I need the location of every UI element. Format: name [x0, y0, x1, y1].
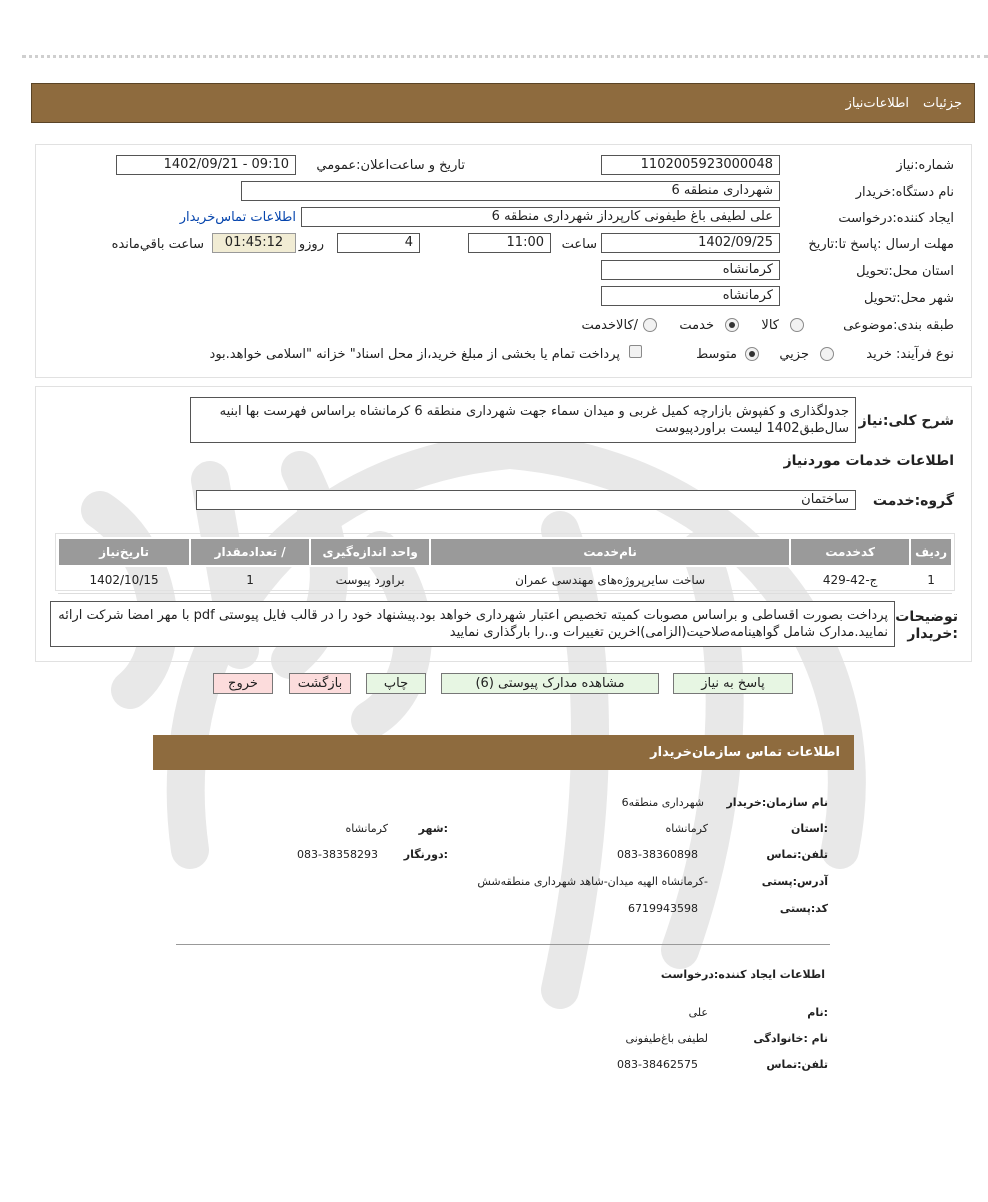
- treasury-payment-checkbox[interactable]: [629, 345, 642, 358]
- contact-phone-label: تلفن:تماس: [766, 848, 828, 861]
- buyer-org-label: نام دستگاه:خريدار: [855, 185, 954, 200]
- category-goods-service-radio[interactable]: [643, 318, 657, 332]
- cell-service-name: ساخت سایرپروژه‌های مهندسی عمران: [430, 566, 790, 594]
- days-label: روزو: [298, 237, 324, 252]
- category-label: طبقه بندی:موضوعی: [843, 318, 954, 333]
- buyer-org-field: شهرداری منطقه 6: [241, 181, 780, 201]
- service-group-field: ساختمان: [196, 490, 856, 510]
- contact-fax-value: 083-38358293: [297, 848, 378, 861]
- creator-name-value: علی: [688, 1006, 708, 1019]
- process-label: نوع فرآيند: خريد: [866, 347, 954, 362]
- contact-phone-value: 083-38360898: [617, 848, 698, 861]
- services-heading: اطلاعات خدمات موردنياز: [783, 453, 954, 469]
- creator-family-value: لطیفی باغ‌طیفونی: [625, 1032, 708, 1045]
- treasury-payment-note: پرداخت تمام يا بخشی از مبلغ خريد،از محل اسناد" خزانه "اسلامی خواهد.بود: [209, 347, 620, 362]
- buyer-contact-link[interactable]: اطلاعات تماس‌خريدار: [179, 210, 296, 225]
- services-table: [57, 537, 953, 594]
- city-field: کرمانشاه: [601, 286, 780, 306]
- service-group-label: گروه:خدمت: [872, 493, 954, 509]
- tab-details[interactable]: جزئيات: [923, 95, 962, 111]
- cell-need-date: 1402/10/15: [58, 566, 190, 594]
- cell-service-code: ج-42-429: [790, 566, 910, 594]
- creator-info-heading: اطلاعات ايجاد کننده:درخواست: [660, 968, 825, 981]
- top-header-bar: [31, 83, 975, 123]
- contact-divider: [176, 944, 830, 945]
- category-goods-radio[interactable]: [790, 318, 804, 332]
- remaining-time-field: 01:45:12: [212, 233, 296, 253]
- contact-postal-label: کد:پستی: [779, 902, 828, 915]
- cell-unit: براورد پیوست: [310, 566, 430, 594]
- reply-button[interactable]: پاسخ به نياز: [673, 673, 793, 694]
- deadline-time-field: 11:00: [468, 233, 551, 253]
- summary-description-box: جدولگذاری و کفپوش بازارچه کمیل غربی و میدان سماء جهت شهرداری منطقه 6 کرمانشاه براساس فهرست بها ابنیه سال‌طبق1402 لیست براوردپیوست: [190, 397, 856, 443]
- creator-field: علی لطیفی باغ طیفونی کارپرداز شهرداری منطقه 6: [301, 207, 780, 227]
- contact-postal-value: 6719943598: [628, 902, 698, 915]
- contact-city-value: کرمانشاه: [345, 822, 388, 835]
- print-button[interactable]: چاپ: [366, 673, 426, 694]
- creator-phone-label: تلفن:تماس: [766, 1058, 828, 1071]
- col-quantity: / تعدادمقدار: [190, 538, 310, 566]
- cell-row: 1: [910, 566, 952, 594]
- col-service-name: نام‌خدمت: [430, 538, 790, 566]
- top-divider: [22, 55, 988, 58]
- contact-fax-label: :دورنگار: [403, 848, 448, 861]
- cell-quantity: 1: [190, 566, 310, 594]
- deadline-date-field: 1402/09/25: [601, 233, 780, 253]
- contact-province-label: :استان: [791, 822, 828, 835]
- buyer-notes-label: توضيحات :خريدار: [895, 609, 958, 642]
- contact-address-value: -کرمانشاه الهیه میدان-شاهد شهرداری منطقه‌شش: [477, 875, 708, 888]
- province-field: کرمانشاه: [601, 260, 780, 280]
- remaining-label: ساعت باقي‌مانده: [111, 237, 204, 252]
- view-attachments-button[interactable]: مشاهده مدارک پيوستی (6): [441, 673, 659, 694]
- category-goods-service-label: /کالاخدمت: [581, 318, 638, 333]
- process-medium-radio[interactable]: [745, 347, 759, 361]
- need-number-label: شماره:نياز: [896, 158, 954, 173]
- process-minor-label: جزيي: [779, 347, 809, 362]
- process-minor-radio[interactable]: [820, 347, 834, 361]
- creator-phone-value: 083-38462575: [617, 1058, 698, 1071]
- creator-label: ايجاد کننده:درخواست: [838, 211, 954, 226]
- creator-family-label: نام :خانوادگی: [753, 1032, 828, 1045]
- time-label: ساعت: [561, 237, 597, 252]
- table-row: [58, 566, 952, 594]
- exit-button[interactable]: خروج: [213, 673, 273, 694]
- province-label: استان محل:تحويل: [856, 264, 954, 279]
- contact-city-label: :شهر: [418, 822, 448, 835]
- buyer-notes-box: پرداخت بصورت اقساطی و براساس مصوبات کمیته تخصیص اعتبار شهرداری خواهد بود.پیشنهاد خود را در قالب فایل پیوستی pdf با مهر امضا شرکت ارائه نمایید.مدارک شامل گواهینامه‌صلاحیت(الزامی)اخرین تغییرات و..را بارگذاری نمایید: [50, 601, 895, 647]
- category-service-radio[interactable]: [725, 318, 739, 332]
- city-label: شهر محل:تحويل: [864, 291, 954, 306]
- announce-label: تاريخ و ساعت‌اعلان:عمومي: [316, 158, 465, 173]
- contact-org-label: نام سازمان:خريدار: [726, 796, 828, 809]
- summary-title-label: شرح کلی:نياز: [858, 413, 954, 429]
- announce-field: 1402/09/21 - 09:10: [116, 155, 296, 175]
- creator-name-label: :نام: [807, 1006, 828, 1019]
- tab-need-info[interactable]: اطلاعات‌نياز: [845, 95, 910, 111]
- category-goods-label: کالا: [761, 318, 779, 333]
- col-service-code: کدخدمت: [790, 538, 910, 566]
- back-button[interactable]: بازگشت: [289, 673, 351, 694]
- buyer-contact-heading: اطلاعات تماس سازمان‌خريدار: [153, 735, 854, 770]
- col-need-date: تاريخ‌نياز: [58, 538, 190, 566]
- contact-address-label: آدرس:پستی: [761, 875, 828, 888]
- need-number-field: 1102005923000048: [601, 155, 780, 175]
- col-unit: واحد اندازه‌گيری: [310, 538, 430, 566]
- contact-org-value: شهرداری منطقه6: [621, 796, 704, 809]
- deadline-label: مهلت ارسال :پاسخ تا:تاريخ: [808, 237, 954, 252]
- category-service-label: خدمت: [679, 318, 714, 333]
- col-row: رديف: [910, 538, 952, 566]
- days-field: 4: [337, 233, 420, 253]
- need-details-panel: [35, 144, 972, 378]
- contact-province-value: کرمانشاه: [665, 822, 708, 835]
- process-medium-label: متوسط: [696, 347, 737, 362]
